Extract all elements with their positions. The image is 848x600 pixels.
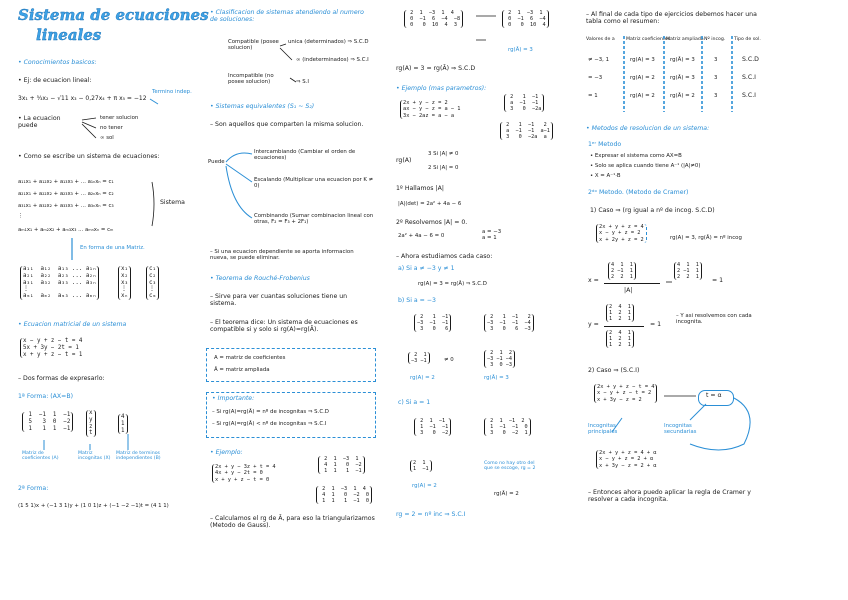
table-cell: rg(Ā) = 2 <box>670 93 695 99</box>
label-coef: Matriz de coeficientes (A) <box>22 451 59 461</box>
det-label: |A|(det) = 2a² + 4a − 6 <box>398 201 462 207</box>
y-numerator: 2 4 1 1 2 1 1 2 1 <box>606 304 634 322</box>
table-cell: rg(Ā) = 3 <box>670 75 695 81</box>
termino-indep-label: Termino indep. <box>152 89 192 95</box>
title-line1: Sistema de ecuaciones <box>18 6 209 24</box>
caso-c-final: rg = 2 = nº inc ⇒ S.C.I <box>396 511 466 518</box>
conceptos-heading: • Conocimientos basicos: <box>18 59 97 66</box>
entonces-text: – Entonces ahora puedo aplicar la regla de Cramer y resolver a cada incognita. <box>588 489 751 503</box>
table-cell: 3 <box>714 57 718 63</box>
inc-secundarias: Incognitas secundarias <box>664 423 697 435</box>
x-eq-label: x = <box>588 277 599 284</box>
caso2-t: t = α <box>706 392 722 399</box>
tri-matrix-1: 2 1 −3 1 4 0 −1 6 −4 −8 0 0 10 4 3 <box>404 10 463 28</box>
y-result: = 1 <box>650 321 662 328</box>
ahora-label: – Ahora estudiamos cada caso: <box>396 253 493 260</box>
title-line2: lineales <box>36 26 102 44</box>
rg-case-3: 3 Si |A| ≠ 0 <box>428 151 459 157</box>
cuad-sols: a = −3 a = 1 <box>482 229 502 241</box>
caso-a: a) Si a ≠ −3 y ≠ 1 <box>398 265 455 272</box>
metodo1-step-a: • Expresar el sistema como AX=B <box>590 153 682 159</box>
param-system: 2x + y − z = 2 ax − y − z = a − 1 3x − 2az = a − a <box>400 100 462 119</box>
caso-a-result: rg(A) = 3 = rg(Ā) ⇒ S.C.D <box>418 281 487 287</box>
inc-principales: Incognitas principales <box>588 423 618 435</box>
table-header: Valores de a <box>586 37 615 42</box>
ejemplo-matrix-ab: 2 1 −3 1 4 4 1 0 −2 0 1 1 1 −1 0 <box>316 486 372 504</box>
param-matrix-a: 2 1 −1 a −1 −1 3 0 −2a <box>504 94 544 112</box>
table-cell: S.C.D <box>742 56 759 63</box>
matrix-c-general: c₁ c₂ c₃ ⋮ cₘ <box>146 266 159 300</box>
caso-b: b) Si a = −3 <box>398 297 436 304</box>
final-text: – Al final de cada tipo de ejercicios debemos hacer una tabla como el resumen: <box>586 11 757 25</box>
matrix-incog: x y z t <box>86 410 96 437</box>
equivalentes-heading: • Sistemas equivalentes (S₁ ~ S₂) <box>210 103 315 110</box>
metodo1-step-b: • Solo se aplica cuando tiene A⁻¹ (|A|≠0) <box>590 163 701 169</box>
caso-b-rg-a: rg(A) = 2 <box>410 375 435 381</box>
x-numerator: 4 1 1 2 −1 1 2 2 1 <box>608 262 636 280</box>
importante-rule-2: – Si rg(A)=rg(Ā) < nº de incognitas ⇒ S.C.I <box>212 421 327 427</box>
caso-c-matrix-ab: 2 1 −1 2 1 −1 −1 0 3 0 −2 1 <box>484 418 531 436</box>
no-tener: no tener <box>100 125 123 131</box>
y-denominator: 2 4 1 1 2 1 1 2 1 <box>606 330 634 348</box>
unica-label: unica (determinados) ⇒ S.C.D <box>288 39 369 45</box>
clasificacion-heading: • Clasificacion de sistemas atendiendo al numero de soluciones: <box>210 9 364 23</box>
en-forma-matriz-label: En forma de una Matriz. <box>80 245 145 251</box>
x-denominator: |A| <box>624 287 633 294</box>
ecuacion-lineal: 3x₁ + ⁵⁄₃x₂ − √11 x₃ − 0,27x₄ + π x₅ = −12 <box>18 95 147 102</box>
x-aux-matrix: 4 1 1 2 −1 1 2 2 1 <box>674 262 702 280</box>
sys-line: a₃₁x₁ + a₃₂x₂ + a₃₃x₃ + ... a₃ₙxₙ = c₃ <box>18 203 114 209</box>
table-cell: ≠ −3, 1 <box>588 57 610 63</box>
x-result: = 1 <box>712 277 724 284</box>
caso-b-rg-ab: rg(Ā) = 3 <box>484 375 509 381</box>
table-cell: S.C.I <box>742 92 757 99</box>
matrix-a-general: a₁₁ a₁₂ a₁₃ ... a₁ₙ a₂₁ a₂₂ a₂₃ ... a₂ₙ a₃₁ a₃₂ a₃₃ ... a₃ₙ ⋮ aₘ₁ aₘ₂ aₘ₃ ... aₘₙ <box>20 266 99 300</box>
son-text: – Son aquellos que comparten la misma solucion. <box>210 121 364 128</box>
table-header: Matriz ampliada <box>666 37 704 42</box>
label-term: Matriz de terminos independientes (B) <box>116 451 161 461</box>
cuad-eq: 2a² + 4a − 6 = 0 <box>398 233 445 239</box>
resolvemos-label: 2º Resolvemos |A| = 0. <box>396 219 468 226</box>
tener-solucion: tener solucion <box>100 115 139 121</box>
ejemplo-param-heading: • Ejemplo (mas parametros): <box>396 85 487 92</box>
table-header: Nº incog. <box>704 37 726 42</box>
caso-b-matrix-a: 2 1 −1 −3 −1 −1 3 0 6 <box>414 314 451 332</box>
label-incog: Matriz incognitas (X) <box>78 451 111 461</box>
sys-line: a₂₁x₁ + a₂₂x₂ + a₂₃x₃ + ... a₂ₙxₙ = c₂ <box>18 191 114 197</box>
sys-line: a₁₁x₁ + a₁₂x₂ + a₁₃x₃ + ... a₁ₙxₙ = c₁ <box>18 179 114 185</box>
rg-a-label: rg(A) <box>396 157 412 164</box>
rg-case-2: 2 Si |A| = 0 <box>428 165 459 171</box>
sys-line: ⋮ <box>18 213 24 219</box>
caso-c: c) Si a = 1 <box>398 399 431 406</box>
caso-b-matrix-ab: 2 1 −1 2 −3 −1 −1 −4 3 0 6 −3 <box>484 314 534 332</box>
la-ecuacion-label: • La ecuacion puede <box>18 115 61 129</box>
caso-c-matrix-a: 2 1 −1 1 −1 −1 3 0 −2 <box>414 418 451 436</box>
table-cell: rg(A) = 2 <box>630 93 655 99</box>
tri-matrix-2: 2 1 −3 1 0 −1 6 −4 0 0 10 4 <box>502 10 549 28</box>
rg-label: rg(Ā) = 3 <box>508 47 533 53</box>
table-cell: rg(A) = 3 <box>630 57 655 63</box>
incompatible-label: Incompatible (no posee solucion) <box>228 73 274 85</box>
escalando-label: Escalando (Multiplicar una ecuacion por K ≠ 0) <box>254 177 374 189</box>
hallamos-label: 1º Hallamos |A| <box>396 185 444 192</box>
caso1-system: 2x + y + z = 4 x − y + z = 2 x + 2y + z = 2 <box>596 224 647 243</box>
teorema-text: – El teorema dice: Un sistema de ecuaciones es compatible si y solo si rg(A)=rg(Ā). <box>210 319 358 333</box>
matrix-x-general: x₁ x₂ x₃ ⋮ xₙ <box>118 266 131 300</box>
metodo1-label: 1ᵉʳ Metodo <box>588 141 622 148</box>
a-coef-label: A = matriz de coeficientes <box>214 355 286 361</box>
infinitas-sol: ∞ sol <box>100 135 114 141</box>
segunda-forma-label: 2ª Forma: <box>18 485 49 492</box>
table-cell: rg(A) = 2 <box>630 75 655 81</box>
caso-c-rg-a: rg(A) = 2 <box>412 483 437 489</box>
intercambiando-label: Intercambiando (Cambiar el orden de ecuaciones) <box>254 149 356 161</box>
table-cell: 3 <box>714 75 718 81</box>
param-matrix-ab: 2 1 −1 2 a −1 −1 a−1 3 0 −2a a <box>500 122 553 140</box>
importante-heading: • Importante: <box>212 395 255 402</box>
metodos-heading: • Metodos de resolucion de un sistema: <box>586 125 710 132</box>
segunda-forma-expr: (1 5 1)x + (−1 3 1)y + (1 0 1)z + (−1 −2 −1)t = (4 1 1) <box>18 503 169 509</box>
puede-label: Puede <box>208 159 225 165</box>
caso1-label: 1) Caso ⇒ (rg igual a nº de incog. S.C.D) <box>590 207 715 214</box>
table-cell: 3 <box>714 93 718 99</box>
rg-equality: rg(A) = 3 = rg(Ā) ⇒ S.C.D <box>396 65 476 72</box>
ejemplo-matrix-a: 2 1 −3 1 4 1 0 −2 1 1 1 −1 <box>318 456 365 474</box>
rouche-heading: • Teorema de Rouché-Frobenius <box>210 275 310 282</box>
sistema-label: Sistema <box>160 199 185 206</box>
caso2-system2: 2x + y + z = 4 + α x − y + z = 2 + α x + 3y − z = 2 + α <box>596 450 658 469</box>
ejemplo-label: • Ej: de ecuacion lineal: <box>18 77 92 84</box>
a-amp-label: Ā = matriz ampliada <box>214 367 270 373</box>
table-cell: rg(Ā) = 3 <box>670 57 695 63</box>
combinando-label: Combinando (Sumar combinacion lineal con otras, F₂ = F₃ + 2F₁) <box>254 213 374 225</box>
caso1-rg: rg(A) = 3, rg(Ā) = nº incog <box>670 235 742 241</box>
caso-b-minor2: 2 1 2 −3 −1 −4 3 0 −3 <box>484 350 515 368</box>
como-escribe-label: • Como se escribe un sistema de ecuaciones: <box>18 153 160 160</box>
importante-rule-1: – Si rg(A)=rg(Ā) = nº de incognitas ⇒ S.C.D <box>212 409 329 415</box>
primera-forma-label: 1ª Forma: (AX=B) <box>18 393 73 400</box>
metodo1-step-c: • X = A⁻¹·B <box>590 173 621 179</box>
si-label: ⇒ S.I <box>296 79 309 85</box>
metodo2-label: 2ᵈᵒ Metodo. (Metodo de Cramer) <box>588 189 689 196</box>
indet-label: ∞ (indeterminados) ⇒ S.C.I <box>296 57 369 63</box>
table-cell: = 1 <box>588 93 598 99</box>
caso-c-note: Como no hay otro del que se escoge, rg = 2 <box>484 461 536 471</box>
y-eq-label: y = <box>588 321 599 328</box>
caso-c-minor: 2 1 1 −1 <box>410 460 432 472</box>
caso-b-minor: 2 1 −3 −1 <box>408 352 430 364</box>
table-cell: S.C.I <box>742 74 757 81</box>
caso-b-neq: ≠ 0 <box>444 357 454 363</box>
sys-line: aₘ₁x₁ + aₘ₂x₂ + aₘ₃x₃ ... aₘₙxₙ = cₘ <box>18 227 114 233</box>
compatible-label: Compatible (posee solucion) <box>228 39 279 51</box>
table-cell: = −3 <box>588 75 603 81</box>
y-note: – Y asi resolvemos con cada incognita. <box>676 313 752 325</box>
caso-c-rg-ab: rg(Ā) = 2 <box>494 491 519 497</box>
calculamos-text: – Calculamos el rg de Ā, para eso la triangularizamos (Metodo de Gauss). <box>210 515 375 529</box>
sirve-text: – Sirve para ver cuantas soluciones tiene un sistema. <box>210 293 348 307</box>
caso2-label: 2) Caso ⇒ (S.C.I) <box>588 367 640 374</box>
matrix-coef: 1 −1 1 −1 5 3 0 −2 1 1 1 −1 <box>22 412 73 432</box>
dos-formas-label: – Dos formas de expresarlo: <box>18 375 105 382</box>
caso2-system: 2x + y + z − t = 4 x − y + z − t = 2 x + 3y − z = 2 <box>594 384 657 403</box>
table-header: Matriz coeficientes <box>626 37 671 42</box>
table-header: Tipo de sol. <box>734 37 761 42</box>
example-system: x − y + z − t = 4 5x + 3y − 2t = 1 x + y + z − t = 1 <box>20 338 84 358</box>
ecuacion-matricial-heading: • Ecuacion matricial de un sistema <box>18 321 127 328</box>
ejemplo-system: 2x + y − 3z + t = 4 4x + y − 2t = 0 x + y + z − t = 0 <box>212 464 278 483</box>
ejemplo-heading: • Ejemplo: <box>210 449 243 456</box>
si-una-text: – Si una ecuacion dependiente se aporta informacion nueva, se puede eliminar. <box>210 249 354 261</box>
matrix-term: 4 1 1 <box>118 414 128 434</box>
